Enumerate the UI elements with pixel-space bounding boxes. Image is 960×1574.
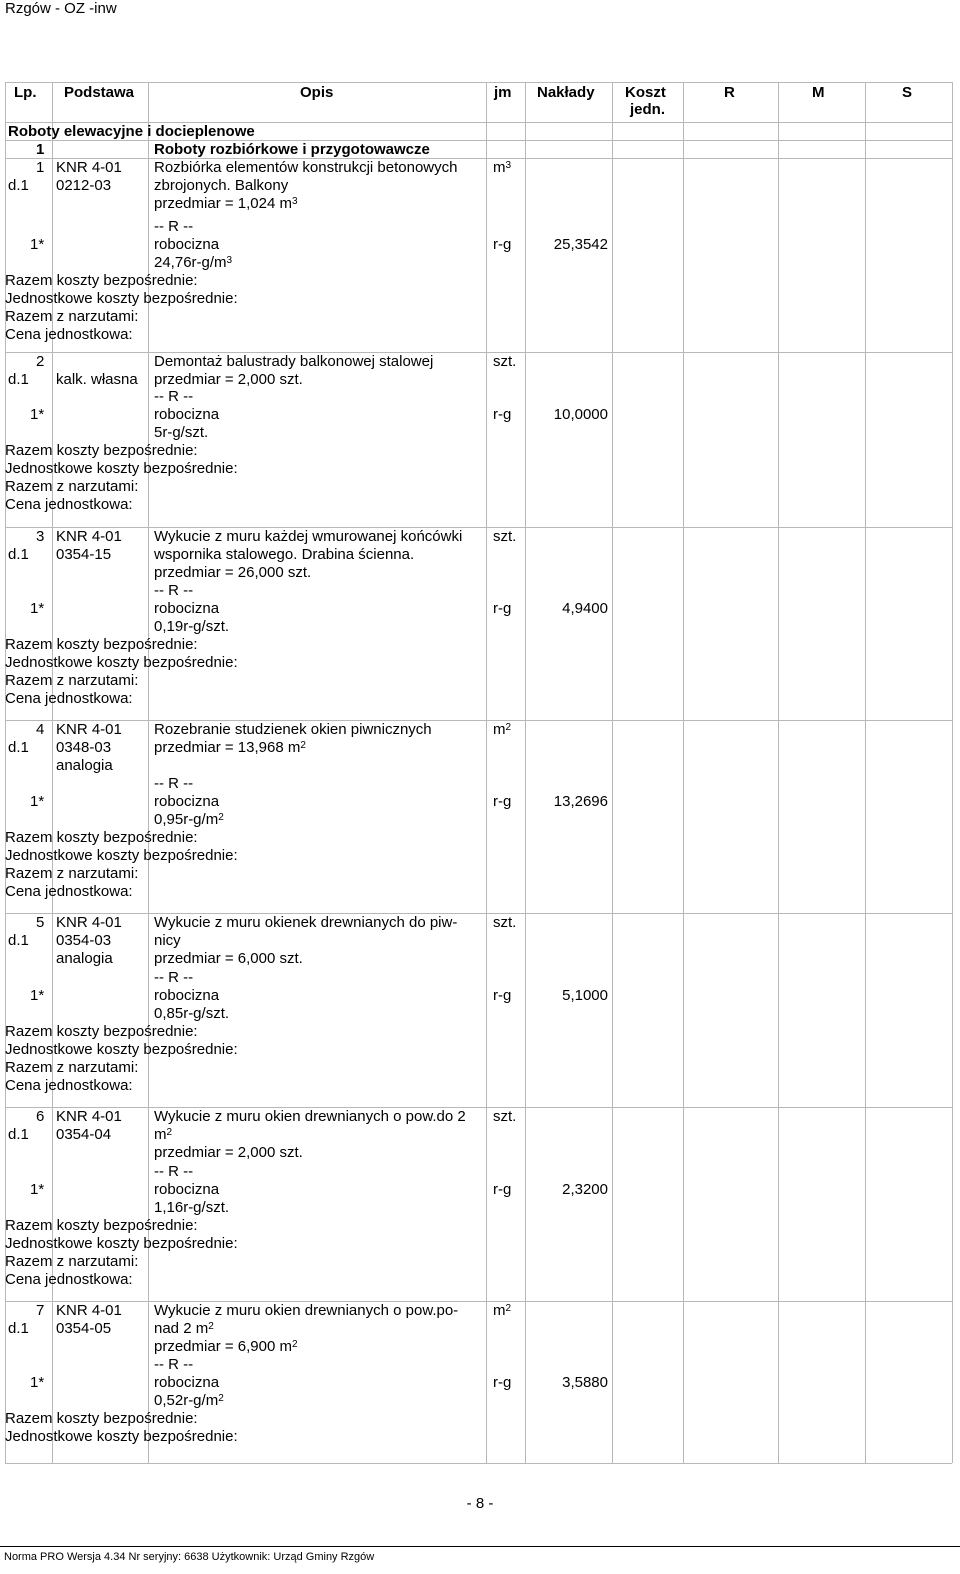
subsection-number: 1 [36,141,45,158]
r-marker: -- R -- [154,1163,194,1180]
robocizna-label: robocizna [154,406,220,423]
footer-rule [0,1546,960,1547]
footer-note: Norma PRO Wersja 4.34 Nr seryjny: 6638 Użytkownik: Urząd Gminy Rzgów [4,1551,375,1563]
item-basis: analogia [56,950,113,967]
item-basis: 0212-03 [56,177,112,194]
one-star: 1* [30,1374,45,1391]
item-number: 5 [36,914,45,931]
item-description: $m^2$ [154,1126,173,1143]
item-description: wspornika stalowego. Drabina ścienna. [154,546,415,563]
cena-jednostkowa: Cena jednostkowa: [5,883,133,900]
r-marker: -- R -- [154,582,194,599]
razem-koszty-bezposrednie: Razem koszty bezpośrednie: [5,1217,198,1234]
robocizna-label: robocizna [154,1181,220,1198]
grid-line-horizontal [5,527,952,528]
jednostkowe-koszty-bezposrednie: Jednostkowe koszty bezpośrednie: [5,1235,238,1252]
item-description: Wykucie z muru okien drewnianych o pow.do 2 [154,1108,466,1125]
item-przedmiar: przedmiar = 6,900 $m^2$ [154,1338,298,1355]
grid-line-vertical [525,82,526,1463]
item-number: 6 [36,1108,45,1125]
naklady-value: 4,9400 [562,600,608,617]
item-unit: $m^3$ [493,159,512,176]
jednostkowe-koszty-bezposrednie: Jednostkowe koszty bezpośrednie: [5,847,238,864]
robocizna-label: robocizna [154,1374,220,1391]
rg-unit: r-g [493,1374,512,1391]
cena-jednostkowa: Cena jednostkowa: [5,1271,133,1288]
item-dnum: d.1 [8,739,29,756]
page-number: - 8 - [466,1495,494,1512]
grid-line-vertical [952,82,953,1463]
grid-line-horizontal [5,1463,952,1464]
robocizna-label: robocizna [154,236,220,253]
rg-unit: r-g [493,1181,512,1198]
item-description: Rozebranie studzienek okien piwnicznych [154,721,432,738]
item-basis: 0354-03 [56,932,112,949]
grid-line-vertical [778,82,779,1463]
item-number: 4 [36,721,45,738]
header-s: S [902,84,913,101]
document-title: Rzgów - OZ -inw [5,0,117,17]
rg-unit: r-g [493,987,512,1004]
one-star: 1* [30,987,45,1004]
grid-line-horizontal [5,140,952,141]
razem-z-narzutami: Razem z narzutami: [5,478,139,495]
header-jm: jm [494,84,512,101]
item-number: 7 [36,1302,45,1319]
grid-line-horizontal [5,352,952,353]
naklady-value: 2,3200 [562,1181,608,1198]
one-star: 1* [30,406,45,423]
naklady-value: 13,2696 [553,793,608,810]
item-description: zbrojonych. Balkony [154,177,289,194]
norm-value: 0,19r-g/szt. [154,618,230,635]
item-przedmiar: przedmiar = 2,000 szt. [154,371,303,388]
item-przedmiar: przedmiar = 2,000 szt. [154,1144,303,1161]
jednostkowe-koszty-bezposrednie: Jednostkowe koszty bezpośrednie: [5,1428,238,1445]
item-basis: 0354-04 [56,1126,112,1143]
item-description: Demontaż balustrady balkonowej stalowej [154,353,434,370]
section-title: Roboty elewacyjne i docieplenowe [8,123,255,140]
r-marker: -- R -- [154,1356,194,1373]
one-star: 1* [30,1181,45,1198]
item-unit: $m^2$ [493,721,512,738]
item-unit: szt. [493,528,517,545]
item-basis: analogia [56,757,113,774]
grid-line-horizontal [5,158,952,159]
header-podstawa: Podstawa [64,84,135,101]
r-marker: -- R -- [154,969,194,986]
grid-line-horizontal [5,913,952,914]
item-basis: KNR 4-01 [56,1108,122,1125]
razem-koszty-bezposrednie: Razem koszty bezpośrednie: [5,442,198,459]
item-basis: 0354-05 [56,1320,112,1337]
one-star: 1* [30,793,45,810]
item-przedmiar: przedmiar = 6,000 szt. [154,950,303,967]
naklady-value: 10,0000 [553,406,608,423]
item-basis: KNR 4-01 [56,528,122,545]
header-koszt: Koszt [625,84,666,101]
razem-z-narzutami: Razem z narzutami: [5,865,139,882]
item-unit: $m^2$ [493,1302,512,1319]
header-lp: Lp. [14,84,37,101]
header-r: R [724,84,735,101]
cena-jednostkowa: Cena jednostkowa: [5,496,133,513]
item-description: Wykucie z muru okien drewnianych o pow.po- [154,1302,459,1319]
grid-line-vertical [865,82,866,1463]
item-number: 2 [36,353,45,370]
razem-z-narzutami: Razem z narzutami: [5,1253,139,1270]
item-basis: 0348-03 [56,739,112,756]
item-dnum: d.1 [8,1126,29,1143]
norm-value: 0,85r-g/szt. [154,1005,230,1022]
item-description: nad 2 $m^2$ [154,1320,214,1337]
item-przedmiar: przedmiar = 1,024 $m^3$ [154,195,298,212]
razem-z-narzutami: Razem z narzutami: [5,1059,139,1076]
grid-line-horizontal [5,1301,952,1302]
grid-line-vertical [683,82,684,1463]
item-description: Rozbiórka elementów konstrukcji betonowych [154,159,458,176]
razem-koszty-bezposrednie: Razem koszty bezpośrednie: [5,636,198,653]
grid-line-horizontal [5,1107,952,1108]
item-basis: KNR 4-01 [56,721,122,738]
item-description: Wykucie z muru okienek drewnianych do piw- [154,914,458,931]
item-description: Wykucie z muru każdej wmurowanej końcówki [154,528,463,545]
jednostkowe-koszty-bezposrednie: Jednostkowe koszty bezpośrednie: [5,654,238,671]
item-przedmiar: przedmiar = 13,968 $m^2$ [154,739,306,756]
item-przedmiar: przedmiar = 26,000 szt. [154,564,312,581]
norm-value: 5r-g/szt. [154,424,209,441]
one-star: 1* [30,236,45,253]
item-basis: KNR 4-01 [56,914,122,931]
razem-koszty-bezposrednie: Razem koszty bezpośrednie: [5,272,198,289]
naklady-value: 5,1000 [562,987,608,1004]
naklady-value: 3,5880 [562,1374,608,1391]
item-unit: szt. [493,1108,517,1125]
grid-line-vertical [612,82,613,1463]
jednostkowe-koszty-bezposrednie: Jednostkowe koszty bezpośrednie: [5,290,238,307]
item-unit: szt. [493,353,517,370]
norm-value: $0,95r-g/m^2$ [154,811,224,828]
jednostkowe-koszty-bezposrednie: Jednostkowe koszty bezpośrednie: [5,1041,238,1058]
naklady-value: 25,3542 [553,236,608,253]
norm-value: $24,76r-g/m^3$ [154,254,233,271]
one-star: 1* [30,600,45,617]
item-dnum: d.1 [8,1320,29,1337]
cena-jednostkowa: Cena jednostkowa: [5,1077,133,1094]
jednostkowe-koszty-bezposrednie: Jednostkowe koszty bezpośrednie: [5,460,238,477]
header-m: M [812,84,825,101]
item-description: nicy [154,932,181,949]
razem-z-narzutami: Razem z narzutami: [5,308,139,325]
header-koszt-jedn: jedn. [630,101,666,118]
item-basis: KNR 4-01 [56,159,122,176]
razem-koszty-bezposrednie: Razem koszty bezpośrednie: [5,829,198,846]
robocizna-label: robocizna [154,600,220,617]
norm-value: 1,16r-g/szt. [154,1199,230,1216]
item-dnum: d.1 [8,546,29,563]
item-dnum: d.1 [8,371,29,388]
item-basis: 0354-15 [56,546,112,563]
rg-unit: r-g [493,406,512,423]
razem-koszty-bezposrednie: Razem koszty bezpośrednie: [5,1023,198,1040]
item-dnum: d.1 [8,932,29,949]
robocizna-label: robocizna [154,987,220,1004]
r-marker: -- R -- [154,775,194,792]
item-number: 3 [36,528,45,545]
norm-value: $0,52r-g/m^2$ [154,1392,224,1409]
grid-line-horizontal [5,720,952,721]
header-naklady: Nakłady [537,84,595,101]
rg-unit: r-g [493,600,512,617]
razem-koszty-bezposrednie: Razem koszty bezpośrednie: [5,1410,198,1427]
grid-line-vertical [486,82,487,1463]
item-basis: KNR 4-01 [56,1302,122,1319]
r-marker: -- R -- [154,388,194,405]
razem-z-narzutami: Razem z narzutami: [5,672,139,689]
item-unit: szt. [493,914,517,931]
item-basis: kalk. własna [56,371,138,388]
rg-unit: r-g [493,793,512,810]
cena-jednostkowa: Cena jednostkowa: [5,326,133,343]
subsection-title: Roboty rozbiórkowe i przygotowawcze [154,141,430,158]
r-marker: -- R -- [154,218,194,235]
header-opis: Opis [300,84,334,101]
robocizna-label: robocizna [154,793,220,810]
cena-jednostkowa: Cena jednostkowa: [5,690,133,707]
item-dnum: d.1 [8,177,29,194]
rg-unit: r-g [493,236,512,253]
item-number: 1 [36,159,45,176]
